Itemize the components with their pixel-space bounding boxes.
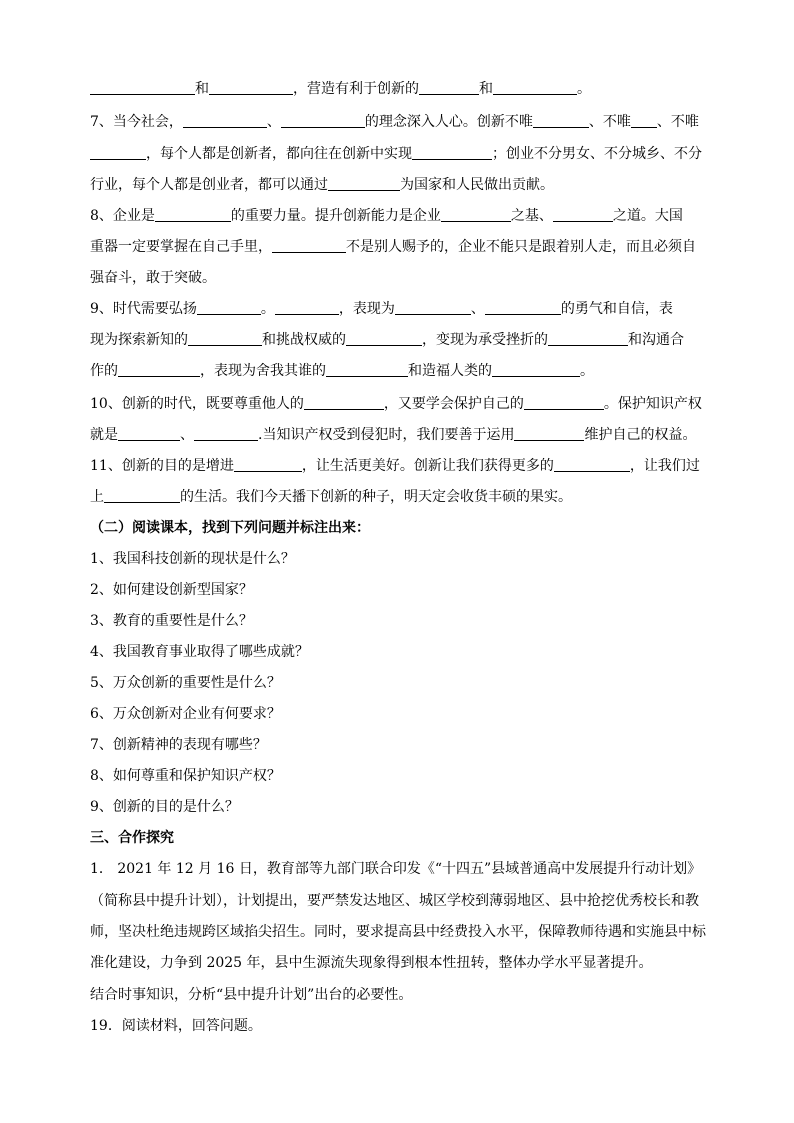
answer-blank[interactable] (197, 300, 261, 315)
answer-blank[interactable] (188, 331, 262, 346)
text-segment: 之道。大国 (612, 208, 683, 224)
text-segment: 重器一定要掌握在自己手里， (90, 239, 272, 255)
answer-blank[interactable] (492, 362, 580, 377)
reading-question: 4、我国教育事业取得了哪些成就？ (90, 644, 309, 660)
answer-blank[interactable] (441, 207, 511, 222)
answer-blank[interactable] (533, 113, 589, 128)
text-segment: ，营造有利于创新的 (293, 81, 419, 97)
answer-blank[interactable] (90, 80, 195, 95)
answer-blank[interactable] (281, 113, 365, 128)
answer-blank[interactable] (553, 207, 613, 222)
text-segment: 、 (470, 301, 485, 317)
text-segment: 和沟通合 (628, 332, 684, 348)
answer-blank[interactable] (118, 362, 200, 377)
question-10-line-1 (90, 389, 702, 420)
text-segment: 上 (90, 489, 104, 505)
text-segment: ，表现为舍我其谁的 (200, 363, 326, 379)
text-segment: 的重要力量。提升创新能力是企业 (230, 208, 441, 224)
question-9-line-1 (90, 294, 702, 325)
text-segment: 。 (580, 363, 594, 379)
text-segment: ，变现为承受挫折的 (422, 332, 548, 348)
answer-blank[interactable] (118, 426, 180, 441)
reading-question: 1、我国科技创新的现状是什么？ (90, 551, 295, 567)
answer-blank[interactable] (272, 238, 346, 253)
answer-blank[interactable] (183, 113, 267, 128)
answer-blank[interactable] (524, 395, 604, 410)
text-segment: ，让生活更美好。创新让我们获得更多的 (301, 458, 554, 474)
text-segment: 和 (479, 81, 493, 97)
text-segment: 7、当今社会， (90, 114, 183, 130)
text-segment: 不是别人赐予的，企业不能只是跟着别人走，而且必须自 (346, 239, 696, 255)
answer-blank[interactable] (514, 426, 584, 441)
text-segment: 就是 (90, 427, 118, 443)
text-segment: 的勇气和自信，表 (560, 301, 673, 317)
text-segment: 9、时代需要弘扬 (90, 301, 197, 317)
text-segment: 。 (577, 81, 591, 97)
text-segment: 。 (260, 301, 275, 317)
text-segment: 、 (180, 427, 194, 443)
question-8-line-2 (90, 232, 702, 263)
question-8-line-3 (90, 263, 702, 294)
question-11-line-2 (90, 482, 702, 513)
text-segment: ，每个人都是创新者，都向往在创新中实现 (146, 146, 412, 162)
cooperation-section-heading: 三、合作探究 (90, 830, 174, 846)
reading-question: 6、万众创新对企业有何要求？ (90, 706, 281, 722)
answer-blank[interactable] (346, 331, 422, 346)
reading-question: 2、如何建设创新型国家？ (90, 582, 253, 598)
text-segment: 作的 (90, 363, 118, 379)
question-11-line-1 (90, 451, 702, 482)
text-segment: 维护自己的权益。 (584, 427, 697, 443)
reading-question: 8、如何尊重和保护知识产权？ (90, 768, 281, 784)
answer-blank[interactable] (412, 145, 492, 160)
answer-blank[interactable] (485, 300, 561, 315)
text-segment: ，又要学会保护自己的 (383, 396, 524, 412)
answer-blank[interactable] (194, 426, 258, 441)
text-segment: 的理念深入人心。创新不唯 (364, 114, 533, 130)
answer-blank[interactable] (493, 80, 577, 95)
answer-blank[interactable] (275, 300, 339, 315)
answer-blank[interactable] (90, 145, 146, 160)
answer-blank[interactable] (554, 457, 630, 472)
text-segment: 和造福人类的 (408, 363, 492, 379)
question-7-line-2 (90, 139, 702, 170)
question-7-line-1 (90, 107, 702, 138)
answer-blank[interactable] (155, 207, 231, 222)
analysis-task: 结合时事知识，分析“县中提升计划”出台的必要性。 (90, 987, 413, 1003)
text-segment: ，让我们过 (629, 458, 700, 474)
text-segment: 和 (195, 81, 209, 97)
answer-blank[interactable] (328, 176, 400, 191)
question-8-line-1 (90, 201, 702, 232)
question-9-line-2 (90, 325, 702, 356)
question-10-line-2 (90, 420, 702, 451)
text-segment: 、不唯 (656, 114, 699, 130)
material-paragraph-line: 1． 2021 年 12 月 16 日，教育部等九部门联合印发《“十四五”县域普通高中发展提升行动计划》 (90, 861, 702, 877)
answer-blank[interactable] (419, 80, 479, 95)
text-segment: 和挑战权威的 (262, 332, 346, 348)
material-paragraph-line: （简称县中提升计划），计划提出，要严禁发达地区、城区学校到薄弱地区、县中抢挖优秀校长和教 (90, 893, 699, 909)
text-segment: 10、创新的时代，既要尊重他人的 (90, 396, 304, 412)
reading-question: 7、创新精神的表现有哪些？ (90, 737, 267, 753)
material-paragraph-line: 师，坚决杜绝违规跨区域掐尖招生。同时，要求提高县中经费投入水平，保障教师待遇和实施县中标 (90, 924, 706, 940)
question-9-line-3 (90, 356, 702, 387)
answer-blank[interactable] (234, 457, 302, 472)
answer-blank[interactable] (548, 331, 628, 346)
text-segment: 之基、 (510, 208, 553, 224)
question-7-line-3 (90, 170, 702, 201)
answer-blank[interactable] (304, 395, 384, 410)
text-segment: ；创业不分男女、不分城乡、不分 (492, 146, 702, 162)
text-segment: .当知识产权受到侵犯时，我们要善于运用 (258, 427, 515, 443)
text-segment: 、 (266, 114, 281, 130)
text-segment: 的生活。我们今天播下创新的种子，明天定会收货丰硕的果实。 (180, 489, 572, 505)
reading-question: 3、教育的重要性是什么？ (90, 613, 253, 629)
text-segment: ，表现为 (338, 301, 395, 317)
answer-blank[interactable] (631, 113, 657, 128)
text-segment: 为国家和人民做出贡献。 (400, 177, 554, 193)
answer-blank[interactable] (104, 488, 180, 503)
answer-blank[interactable] (326, 362, 408, 377)
reading-question: 9、创新的目的是什么？ (90, 799, 239, 815)
text-segment: 11、创新的目的是增进 (90, 458, 234, 474)
text-segment: 、不唯 (588, 114, 631, 130)
question-19-heading: 19．阅读材料，回答问题。 (90, 1018, 262, 1034)
text-segment: 强奋斗，敢于突破。 (90, 270, 216, 286)
material-paragraph-line: 准化建设，力争到 2025 年，县中生源流失现象得到根本性扭转，整体办学水平显著提升。 (90, 955, 653, 971)
answer-blank[interactable] (209, 80, 293, 95)
text-segment: 现为探索新知的 (90, 332, 188, 348)
answer-blank[interactable] (395, 300, 471, 315)
reading-section-heading: （二）阅读课本，找到下列问题并标注出来： (90, 520, 370, 536)
text-segment: 行业，每个人都是创业者，都可以通过 (90, 177, 328, 193)
reading-question: 5、万众创新的重要性是什么？ (90, 675, 281, 691)
fill-line-continuation (90, 74, 702, 105)
text-segment: 8、企业是 (90, 208, 155, 224)
text-segment: 。保护知识产权 (603, 396, 702, 412)
